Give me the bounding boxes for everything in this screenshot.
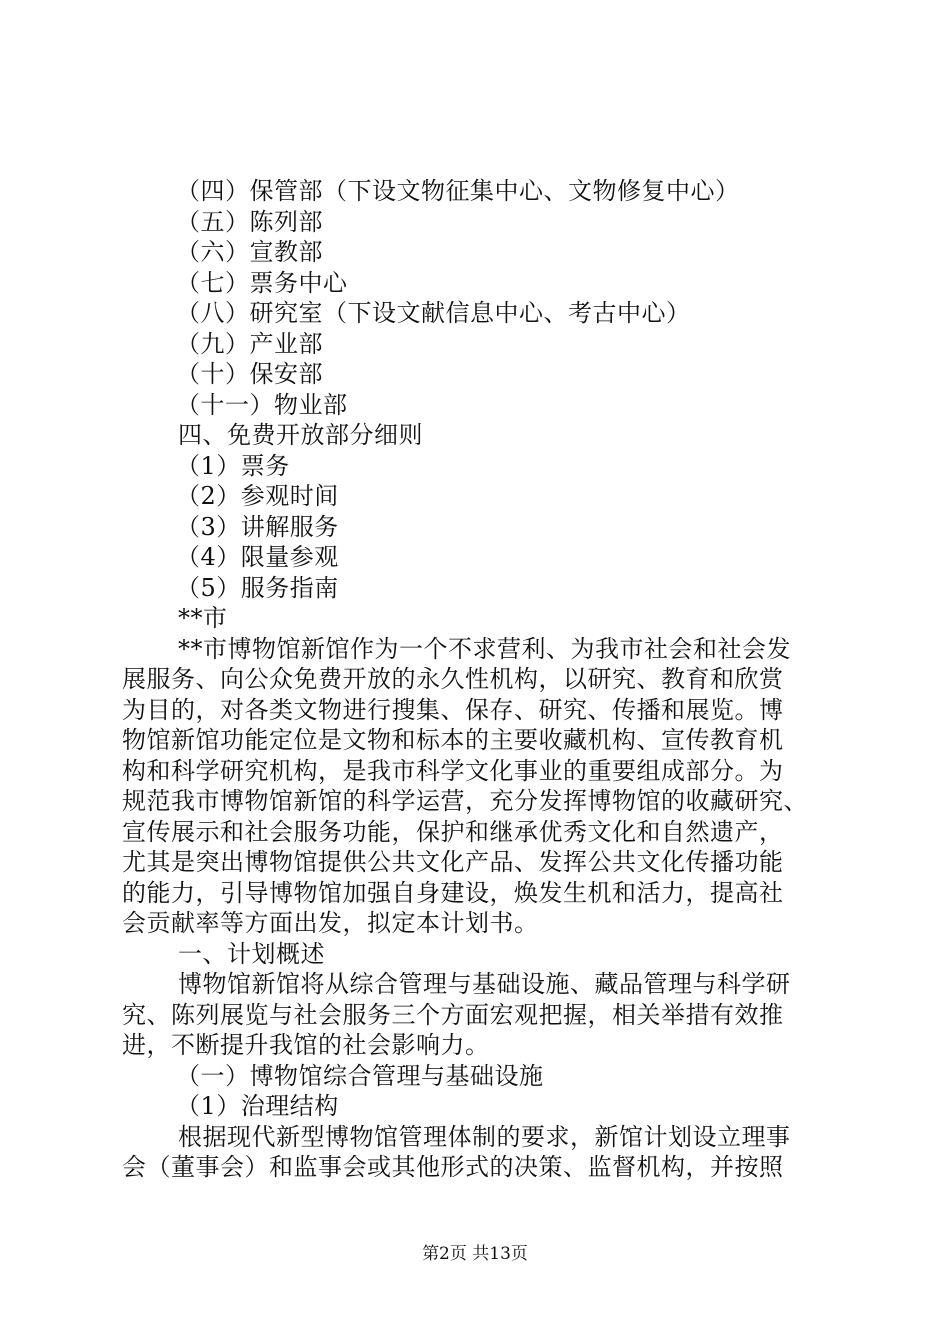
- text-line: （七）票务中心: [176, 269, 348, 297]
- paragraph-line: **市博物馆新馆作为一个不求营利、为我市社会和社会发: [178, 635, 791, 663]
- text-line: （十）保安部: [176, 360, 323, 388]
- paragraph-line: 尤其是突出博物馆提供公共文化产品、发挥公共文化传播功能: [122, 848, 784, 876]
- text-line: （八）研究室（下设文献信息中心、考古中心）: [176, 299, 691, 327]
- text-line: （四）保管部（下设文物征集中心、文物修复中心）: [176, 177, 740, 205]
- text-line: （4）限量参观: [176, 543, 339, 571]
- paragraph-line: 展服务、向公众免费开放的永久性机构，以研究、教育和欣赏: [122, 665, 784, 693]
- text-line: （2）参观时间: [176, 482, 339, 510]
- page-number: 第2页 共13页: [422, 1244, 528, 1264]
- text-line: （十一）物业部: [176, 391, 348, 419]
- section-heading: 四、免费开放部分细则: [178, 421, 423, 449]
- text-line: **市: [178, 604, 228, 632]
- section-heading: 一、计划概述: [178, 940, 325, 968]
- paragraph-line: 构和科学研究机构，是我市科学文化事业的重要组成部分。为: [122, 757, 784, 785]
- text-line: （1）治理结构: [176, 1092, 339, 1120]
- paragraph-line: 根据现代新型博物馆管理体制的要求，新馆计划设立理事: [178, 1123, 791, 1151]
- text-line: （五）陈列部: [176, 208, 323, 236]
- paragraph-line: 博物馆新馆将从综合管理与基础设施、藏品管理与科学研: [178, 970, 791, 998]
- text-line: （1）票务: [176, 452, 290, 480]
- paragraph-line: 会（董事会）和监事会或其他形式的决策、监督机构，并按照: [122, 1153, 784, 1181]
- paragraph-line: 的能力，引导博物馆加强自身建设，焕发生机和活力，提高社: [122, 879, 784, 907]
- paragraph-line: 物馆新馆功能定位是文物和标本的主要收藏机构、宣传教育机: [122, 726, 784, 754]
- paragraph-line: 进，不断提升我馆的社会影响力。: [122, 1031, 490, 1059]
- paragraph-line: 宣传展示和社会服务功能，保护和继承优秀文化和自然遗产，: [122, 818, 784, 846]
- paragraph-line: 会贡献率等方面出发，拟定本计划书。: [122, 909, 539, 937]
- paragraph-line: 为目的，对各类文物进行搜集、保存、研究、传播和展览。博: [122, 696, 784, 724]
- text-line: （5）服务指南: [176, 574, 339, 602]
- text-line: （3）讲解服务: [176, 513, 339, 541]
- paragraph-line: 规范我市博物馆新馆的科学运营，充分发挥博物馆的收藏研究、: [122, 787, 808, 815]
- paragraph-line: 究、陈列展览与社会服务三个方面宏观把握，相关举措有效推: [122, 1001, 784, 1029]
- subsection-heading: （一）博物馆综合管理与基础设施: [176, 1062, 544, 1090]
- text-line: （九）产业部: [176, 330, 323, 358]
- text-line: （六）宣教部: [176, 238, 323, 266]
